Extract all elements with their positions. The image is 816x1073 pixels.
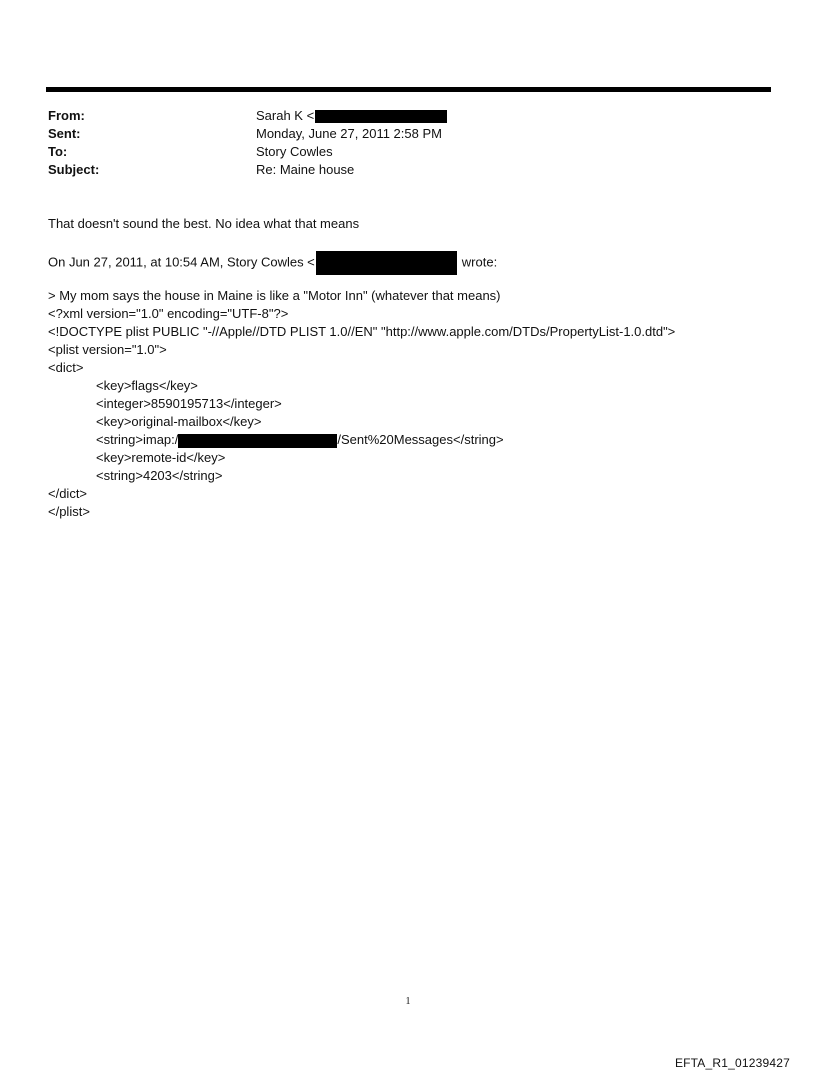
dict-close-tag: </dict> — [48, 486, 88, 501]
redaction-box — [316, 251, 457, 275]
quoted-line: > My mom says the house in Maine is like a "Motor Inn" (whatever that means) — [48, 288, 501, 303]
header-divider — [46, 87, 771, 92]
string-remote-id: <string>4203</string> — [96, 468, 223, 483]
sent-label: Sent: — [48, 126, 81, 141]
subject-value: Re: Maine house — [256, 162, 355, 177]
string-imap-start: <string>imap:/ — [96, 432, 179, 447]
key-remote-id: <key>remote-id</key> — [96, 450, 226, 465]
sent-value: Monday, June 27, 2011 2:58 PM — [256, 126, 442, 141]
document-id: EFTA_R1_01239427 — [674, 1056, 790, 1070]
page-number: 1 — [405, 996, 411, 1007]
integer-flags: <integer>8590195713</integer> — [96, 396, 282, 411]
xml-declaration: <?xml version="1.0" encoding="UTF-8"?> — [48, 306, 289, 321]
from-value — [256, 107, 447, 125]
string-imap — [96, 431, 504, 449]
doctype-line: <!DOCTYPE plist PUBLIC "-//Apple//DTD PLIST 1.0//EN" "http://www.apple.com/DTDs/PropertyList-1.0.dtd"> — [48, 324, 676, 339]
plist-close-tag: </plist> — [48, 504, 90, 519]
reply-text: That doesn't sound the best. No idea what that means — [48, 216, 360, 231]
from-label: From: — [48, 108, 85, 123]
key-original-mailbox: <key>original-mailbox</key> — [96, 414, 262, 429]
quote-intro-wrote: wrote: — [461, 254, 498, 270]
string-imap-end: /Sent%20Messages</string> — [337, 432, 504, 447]
dict-open-tag: <dict> — [48, 360, 84, 375]
to-label: To: — [48, 144, 68, 159]
quote-intro-text: On Jun 27, 2011, at 10:54 AM, Story Cowles < — [48, 254, 315, 270]
plist-open-tag: <plist version="1.0"> — [48, 342, 167, 357]
subject-label: Subject: — [48, 162, 100, 177]
redaction-box — [315, 110, 447, 123]
key-flags: <key>flags</key> — [96, 378, 198, 393]
from-name: Sarah K < — [256, 108, 315, 123]
quote-intro — [48, 251, 497, 275]
redaction-box — [178, 434, 337, 448]
to-value: Story Cowles — [256, 144, 333, 159]
